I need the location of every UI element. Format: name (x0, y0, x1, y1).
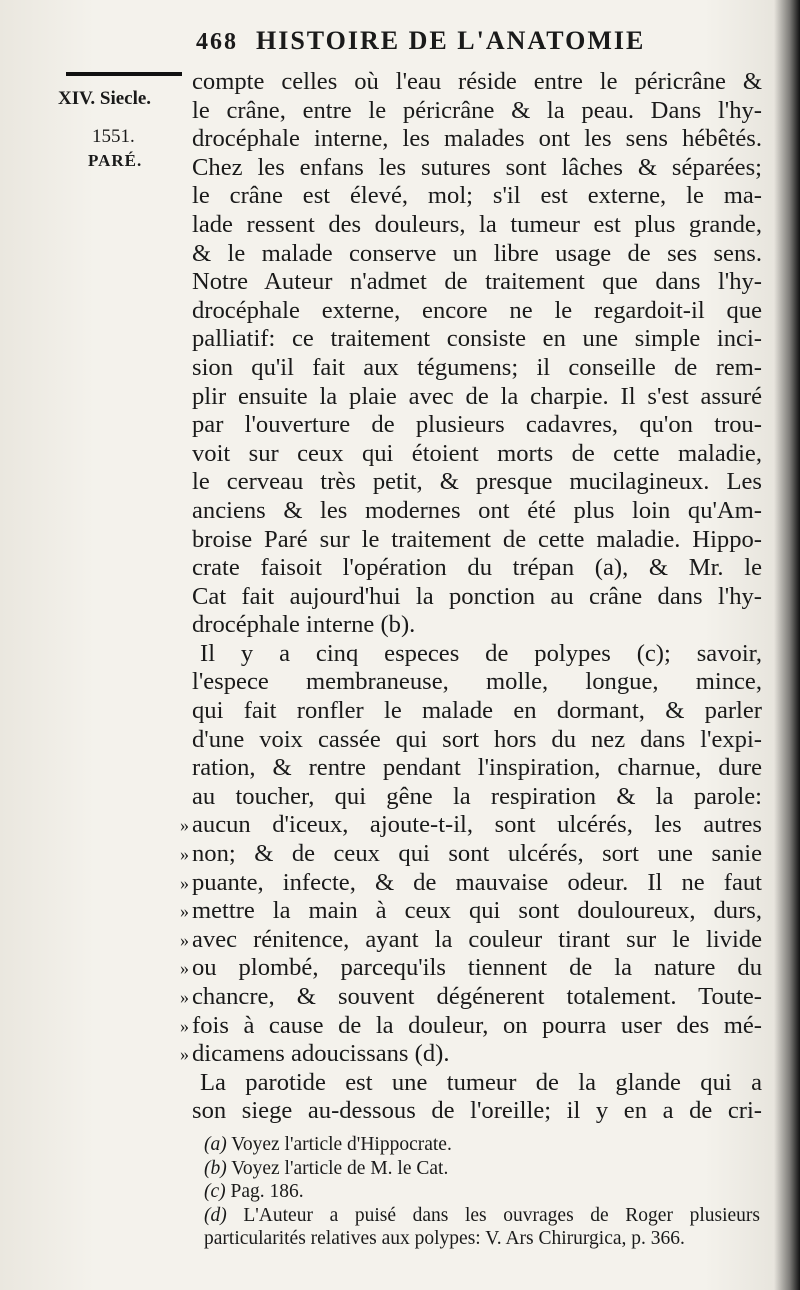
footnote-marker: (c) (204, 1181, 226, 1202)
text-line: Chez les enfans les sutures sont lâches & séparées; (192, 153, 762, 181)
text-line: le cerveau très petit, & presque mucilagineux. Les (192, 468, 762, 496)
quoted-line (180, 925, 762, 955)
quoted-line (180, 1040, 762, 1069)
text-line: & le malade conserve un libre usage de ses sens. (192, 239, 762, 267)
margin-author: PARÉ. (88, 151, 143, 170)
text-line: Notre Auteur n'admet de traitement que dans l'hy- (192, 268, 762, 296)
text-line: palliatif: ce traitement consiste en une simple inci- (192, 325, 762, 353)
text-line: par l'ouverture de plusieurs cadavres, qu'on trou- (192, 411, 762, 439)
page-number: 468 (196, 29, 238, 55)
text-line: ration, & rentre pendant l'inspiration, charnue, dure (192, 754, 762, 782)
quoted-line (180, 897, 762, 926)
text-line: drocéphale interne (b). (192, 611, 416, 639)
quote-mark: » (180, 844, 189, 865)
quoted-text: mettre la main à ceux qui sont douloureux, durs, (192, 897, 762, 925)
quoted-text: aucun d'iceux, ajoute-t-il, sont ulcérés, les autres (192, 811, 762, 839)
text-line: broise Paré sur le traitement de cette maladie. Hippo- (192, 525, 762, 553)
footnote-text: Voyez l'article d'Hippocrate. (231, 1134, 452, 1155)
quote-mark: » (180, 1044, 189, 1065)
body-text (180, 68, 762, 1126)
text-line: Cat fait aujourd'hui la ponction au crâne dans l'hy- (192, 582, 762, 610)
quoted-line (180, 1011, 762, 1041)
footnote-marker: (b) (204, 1157, 227, 1179)
footnote (204, 1204, 760, 1251)
quote-mark: » (180, 815, 189, 836)
running-title: HISTOIRE DE L'ANATOMIE (256, 26, 646, 55)
text-line: drocéphale externe, encore ne le regardoit-il que (192, 296, 762, 324)
text-line: anciens & les modernes ont été plus loin qu'Am- (192, 496, 762, 524)
text-line: l'espece membraneuse, molle, longue, mince, (192, 668, 762, 696)
footnotes (204, 1133, 760, 1251)
quoted-text: ou plombé, parcequ'ils tiennent de la nature du (192, 954, 762, 982)
text-line: lade ressent des douleurs, la tumeur est plus grande, (192, 210, 762, 238)
footnote-text: Pag. 186. (230, 1181, 304, 1202)
quoted-line (180, 954, 762, 983)
text-line: crate faisoit l'opération du trépan (a), & Mr. le (192, 554, 762, 582)
quote-mark: » (180, 958, 189, 979)
quote-mark: » (180, 929, 189, 950)
quoted-text: fois à cause de la douleur, on pourra user des mé- (192, 1011, 762, 1039)
quote-mark: » (180, 872, 189, 893)
quoted-text: chancre, & souvent dégénerent totalement. Toute- (192, 983, 762, 1010)
running-header (196, 26, 756, 56)
quote-mark: » (180, 901, 189, 922)
text-line: sion qu'il fait aux tégumens; il conseille de rem- (192, 353, 762, 381)
text-line: compte celles où l'eau réside entre le péricrâne & (192, 68, 762, 95)
footnote-marker: (a) (204, 1134, 227, 1155)
text-line: le crâne, entre le péricrâne & la peau. Dans l'hy- (192, 96, 762, 124)
quoted-line (180, 811, 762, 840)
quoted-text: non; & de ceux qui sont ulcérés, sort une sanie (192, 840, 762, 868)
quoted-line (180, 840, 762, 869)
margin-year: 1551. (92, 126, 135, 147)
text-line: voit sur ceux qui étoient morts de cette maladie, (192, 439, 762, 467)
text-line: au toucher, qui gêne la respiration & la parole: (192, 782, 762, 810)
paragraph-start: La parotide est une tumeur de la glande qui a (200, 1068, 762, 1096)
quoted-text: dicamens adoucissans (d). (192, 1040, 450, 1068)
text-line: drocéphale interne, les malades ont les sens hébêtés. (192, 125, 762, 153)
quote-mark: » (180, 1015, 189, 1036)
quote-mark: » (180, 987, 189, 1007)
quoted-text: puante, infecte, & de mauvaise odeur. Il ne faut (192, 868, 762, 896)
quoted-text: avec rénitence, ayant la couleur tirant sur le livide (192, 925, 762, 953)
text-line: plir ensuite la plaie avec de la charpie. Il s'est assuré (192, 382, 762, 410)
header-rule (66, 72, 182, 76)
footnote-text: L'Auteur a puisé dans les ouvrages de Roger plusieurs particularités relatives aux polypes: V. Ars Chirurgica, p. 366. (204, 1204, 760, 1249)
paragraph-start: Il y a cinq especes de polypes (c); savoir, (200, 639, 762, 667)
quoted-line (180, 983, 762, 1012)
footnote-marker: (d) (204, 1204, 227, 1226)
margin-century: XIV. Siecle. (58, 88, 152, 109)
binding-shadow (774, 0, 800, 1290)
text-line: le crâne est élevé, mol; s'il est externe, le ma- (192, 182, 762, 210)
footnote (204, 1133, 760, 1157)
footnote-text: Voyez l'article de M. le Cat. (231, 1157, 449, 1179)
footnote (204, 1180, 760, 1204)
text-line: son siege au-dessous de l'oreille; il y en a de cri- (192, 1097, 762, 1125)
text-line: qui fait ronfler le malade en dormant, & parler (192, 697, 762, 725)
footnote (204, 1157, 760, 1181)
text-line: d'une voix cassée qui sort hors du nez dans l'expi- (192, 725, 762, 753)
quoted-line (180, 868, 762, 898)
